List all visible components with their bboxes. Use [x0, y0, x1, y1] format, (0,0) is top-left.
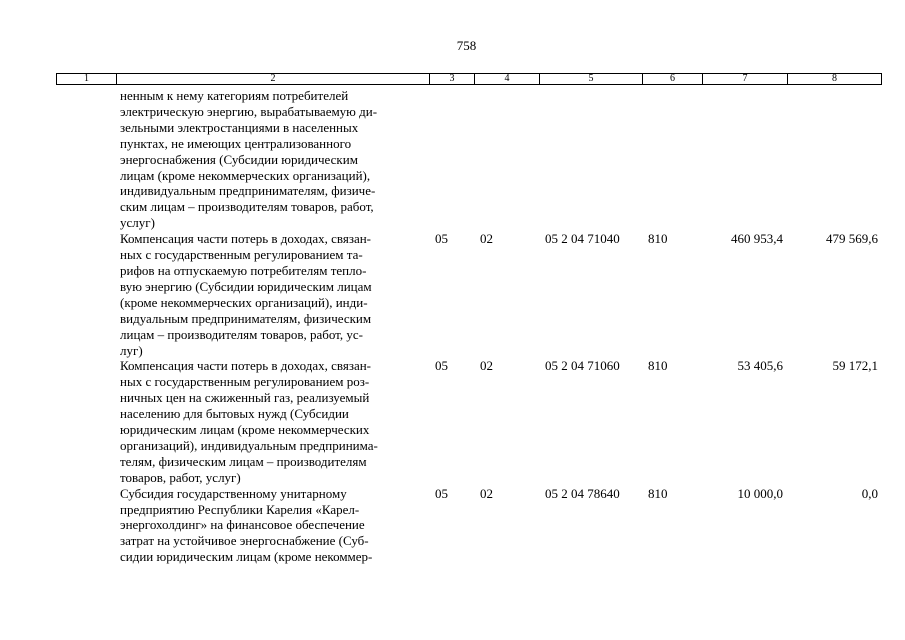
section-cell: 05 [435, 485, 448, 501]
subsection-cell: 02 [480, 231, 493, 247]
table-header-row [56, 73, 882, 85]
description-line: видуальным предпринимателям, физическим [120, 310, 372, 326]
amount-year2-cell: 479 569,6 [826, 231, 878, 247]
amount-year2-cell [787, 88, 880, 231]
description-line: рифов на отпускаемую потребителям тепло- [120, 262, 367, 278]
table-body [56, 88, 880, 565]
description-line: услуг) [120, 215, 155, 231]
header-col-2: 2 [117, 74, 430, 84]
row-number-cell [56, 358, 116, 485]
header-col-1: 1 [57, 74, 117, 84]
header-col-8: 8 [832, 73, 837, 84]
description-line: индивидуальным предпринимателям, физиче- [120, 183, 376, 199]
expense-type-cell [642, 88, 702, 231]
description-line: (кроме некоммерческих организаций), инди- [120, 294, 368, 310]
section-cell [429, 88, 474, 231]
description-cell [116, 486, 429, 566]
expense-type-cell: 810 [648, 358, 668, 374]
description-line: ных с государственным регулированием роз- [120, 374, 370, 390]
section-cell: 05 [435, 358, 448, 374]
row-number-cell [56, 88, 116, 231]
header-col-4: 4 [475, 74, 540, 84]
subsection-cell [474, 88, 539, 231]
description-line: телям, физическим лицам – производителям [120, 453, 367, 469]
description-line: юридическим лицам (кроме некоммерческих [120, 422, 370, 438]
description-line: ским лицам – производителям товаров, работ, [120, 199, 374, 215]
description-line: энергоснабжения (Субсидии юридическим [120, 151, 358, 167]
amount-year1-cell: 53 405,6 [737, 358, 783, 374]
table-row [56, 358, 880, 485]
description-cell [116, 358, 429, 485]
header-col-7: 7 [703, 74, 788, 84]
description-line: пунктах, не имеющих централизованного [120, 135, 352, 151]
description-line: ных с государственным регулированием та- [120, 247, 363, 263]
description-line: лицам – производителям товаров, работ, ус- [120, 326, 363, 342]
subsection-cell: 02 [480, 485, 493, 501]
description-cell [116, 88, 429, 231]
description-line: предприятию Республики Карелия «Карел- [120, 501, 360, 517]
description-line: затрат на устойчивое энергоснабжение (Суб- [120, 533, 369, 549]
description-cell [116, 231, 429, 358]
page-number: 758 [456, 38, 477, 53]
description-line: Компенсация части потерь в доходах, связан- [120, 358, 372, 374]
description-line: зельными электростанциями в населенных [120, 119, 359, 135]
description-line: энергохолдинг» на финансовое обеспечение [120, 517, 365, 533]
target-code-cell: 05 2 04 71040 [545, 231, 620, 247]
target-code-cell [539, 88, 642, 231]
description-line: ничных цен на сжиженный газ, реализуемый [120, 390, 370, 406]
header-col-5: 5 [540, 74, 643, 84]
amount-year1-cell [702, 88, 787, 231]
amount-year1-cell: 460 953,4 [731, 231, 783, 247]
amount-year1-cell: 10 000,0 [737, 485, 783, 501]
subsection-cell: 02 [480, 358, 493, 374]
target-code-cell: 05 2 04 71060 [545, 358, 620, 374]
description-line: вую энергию (Субсидии юридическим лицам [120, 278, 372, 294]
row-number-cell [56, 231, 116, 358]
table-row [56, 88, 880, 231]
description-line: организаций), индивидуальным предпринима- [120, 437, 378, 453]
header-col-6: 6 [643, 74, 703, 84]
description-line: населению для бытовых нужд (Субсидии [120, 406, 349, 422]
amount-year2-cell: 59 172,1 [832, 358, 878, 374]
description-line: луг) [120, 342, 143, 358]
row-number-cell [56, 486, 116, 566]
table-row [56, 231, 880, 358]
description-line: Компенсация части потерь в доходах, связан- [120, 231, 372, 247]
target-code-cell: 05 2 04 78640 [545, 485, 620, 501]
expense-type-cell: 810 [648, 231, 668, 247]
section-cell: 05 [435, 231, 448, 247]
description-line: лицам (кроме некоммерческих организаций), [120, 167, 371, 183]
header-col-3: 3 [430, 74, 475, 84]
expense-type-cell: 810 [648, 485, 668, 501]
description-line: товаров, работ, услуг) [120, 469, 241, 485]
description-line: сидии юридическим лицам (кроме некоммер- [120, 549, 373, 565]
description-line: ненным к нему категориям потребителей [120, 88, 349, 103]
description-line: Субсидия государственному унитарному [120, 485, 347, 501]
description-line: электрическую энергию, вырабатываемую ди- [120, 103, 378, 119]
table-row [56, 486, 880, 566]
amount-year2-cell: 0,0 [861, 485, 878, 501]
